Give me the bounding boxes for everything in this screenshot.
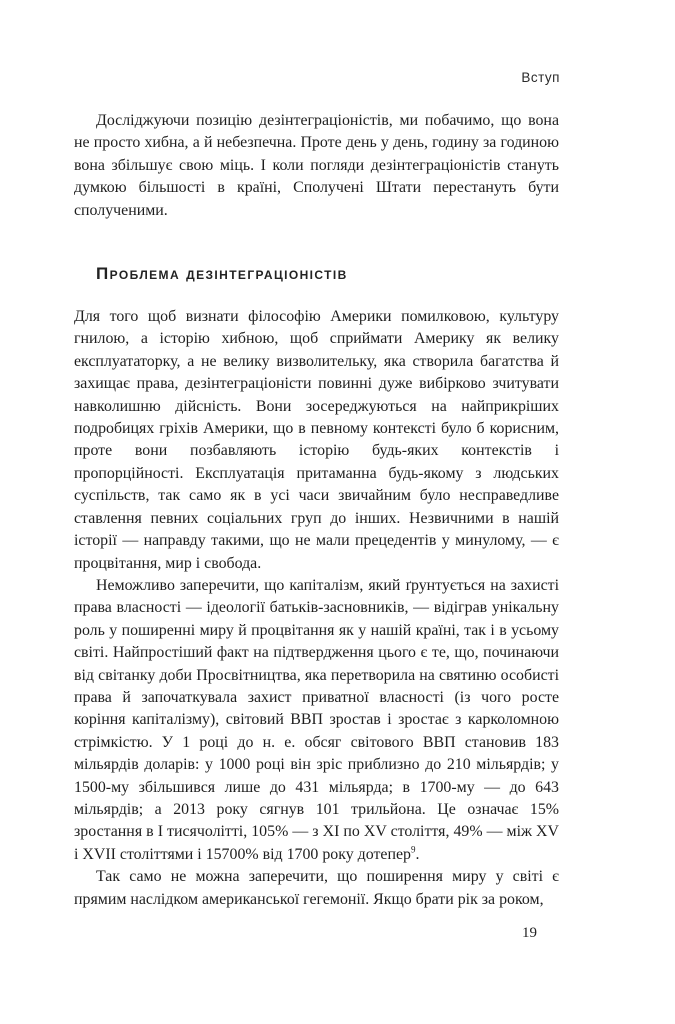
section-heading: Проблема дезінтеграціоністів [96,264,348,284]
body-paragraph-1: Для того щоб визнати філософію Америки помилковою, культуру гнилою, а історію хибною, щоб сприймати Америку як велику експлуататорку, а не велику визволительку, яка створила багатства й захищає права, дезінтеграціоністи повинні дуже вибірково зчитувати навколишню дійсність. Вони зосереджуються на найприкріших подробицях гріхів Америки, що в певному контексті було б корисним, проте вони позбавляють історію будь-яких контекстів і пропорційності. Експлуатація притаманна будь-якому з людських суспільств, так само як в усі часи звичайним було несправедливе ставлення певних соціальних груп до інших. Незвичними в нашій історії — направду такими, що не мали прецедентів у минулому, — є процвітання, мир і свобода. [74,308,559,572]
intro-paragraph: Досліджуючи позицію дезінтеграціоністів, ми побачимо, що вона не просто хибна, а й небезпечна. Проте день у день, годину за годиною вона збільшує свою міць. І коли погляди дезінтеграціоністів стануть думкою більшості в країні, Сполучені Штати перестануть бути сполученими. [74,112,559,219]
page-body [74,110,559,911]
running-head: Вступ [521,70,560,85]
footnote-reference: 9 [410,844,416,855]
body-paragraph-2-text: Неможливо заперечити, що капіталізм, який ґрунтується на захисті права власності — ідеології батьків-засновників, — відіграв унікальну роль у поширенні миру й процвітання як у нашій країні, так і в усьому світі. Найпростіший факт на підтвердження цього є те, що, починаючи від світанку доби Просвітництва, яка перетворила на святиню особисті права й започаткувала захист приватної власності (із чого росте коріння капіталізму), світовий ВВП зростав і зростає з карколомною стрімкістю. У 1 році до н. е. обсяг світового ВВП становив 183 мільярдів доларів: у 1000 році він зріс приблизно до 210 мільярдів; у 1500-му збільшився лише до 431 мільярда; в 1700-му — до 643 мільярдів; а 2013 року сягнув 101 трильйона. Це означає 15% зростання в I тисячолітті, 105% — з XI по XV століття, 49% — між XV і XVII століттями і 15700% від 1700 року дотепер [74,576,559,863]
paragraph-end-punctuation: . [415,845,420,863]
body-paragraph-3: Так само не можна заперечити, що поширення миру у світі є прямим наслідком американської гегемонії. Якщо брати рік за роком, [74,868,559,908]
body-paragraph-2 [74,575,559,866]
page-number: 19 [522,925,537,941]
